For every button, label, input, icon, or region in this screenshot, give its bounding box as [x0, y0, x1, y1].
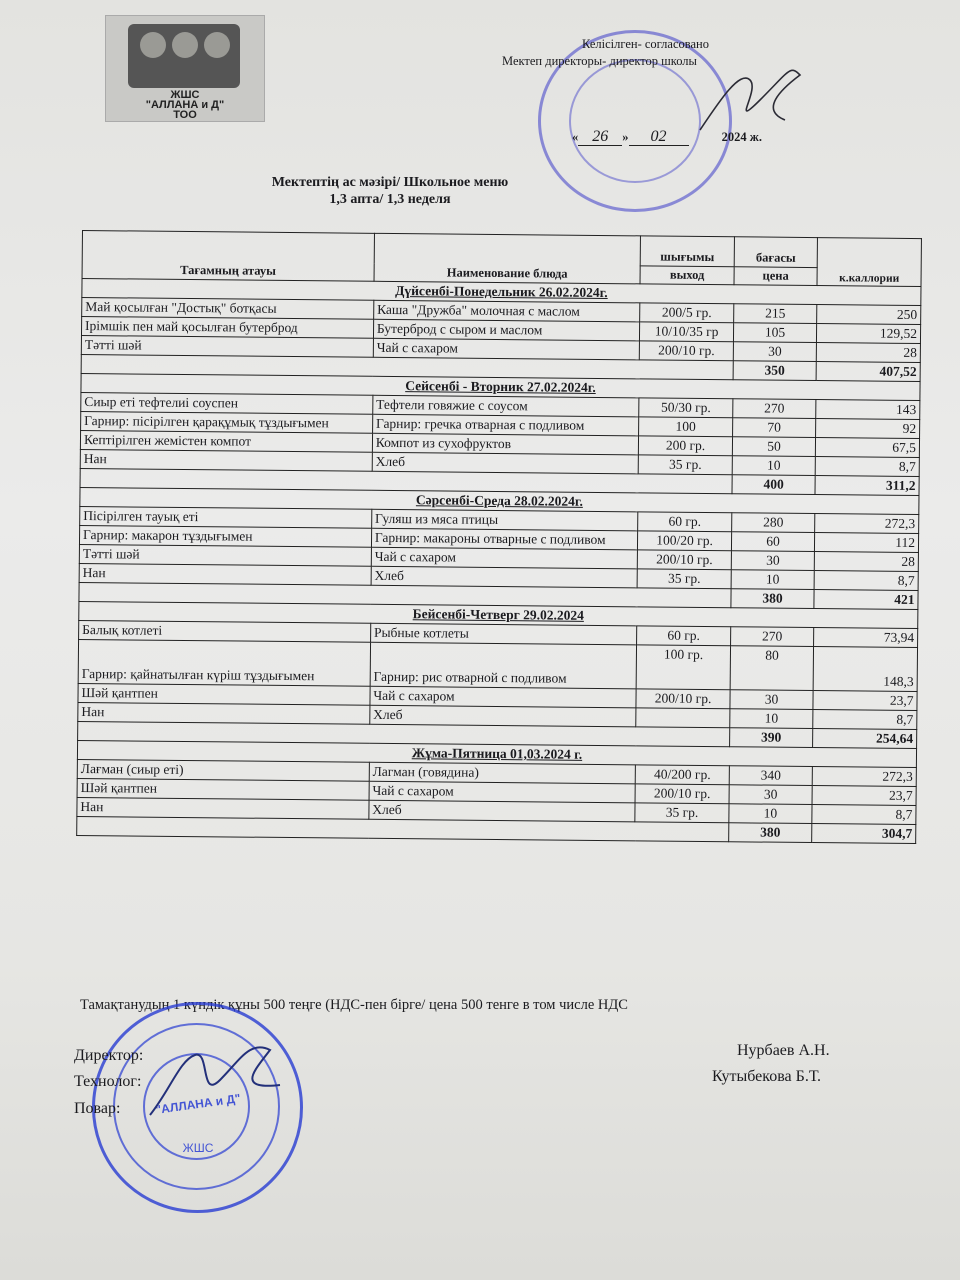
day-total-price: 390: [729, 728, 813, 748]
dish-output: 100 гр.: [636, 645, 730, 690]
dish-ru: Хлеб: [369, 800, 636, 822]
dish-ru: Чай с сахаром: [369, 781, 636, 803]
menu-week: 1,3 апта/ 1,3 неделя: [329, 192, 451, 207]
dish-price: 50: [732, 437, 816, 457]
dish-kz: Сиыр еті тефтелиі соуспен: [81, 392, 373, 414]
dish-kcal: 67,5: [816, 438, 920, 458]
dish-output: 200/10 гр.: [636, 689, 730, 709]
dish-kz: Тәтті шәй: [79, 544, 371, 566]
header-name-ru: Наименование блюда: [374, 233, 641, 284]
dish-price: 10: [732, 456, 816, 476]
dish-output: 100: [639, 417, 733, 437]
dish-kz: Гарнир: қайнатылған күріш тұздығымен: [78, 639, 370, 686]
dish-kcal: 272,3: [815, 514, 919, 534]
dish-price: 70: [732, 418, 816, 438]
header-output-kz: шығымы: [640, 236, 734, 267]
stamp-bottom-text: ЖШС: [182, 1141, 214, 1155]
technologist-name: Кутыбекова Б.Т.: [712, 1068, 822, 1085]
header-price-ru: цена: [734, 267, 818, 286]
dish-output: 200/10 гр.: [640, 341, 734, 361]
dish-ru: Каша "Дружба" молочная с маслом: [374, 300, 641, 322]
dish-price: 30: [730, 690, 814, 710]
dish-ru: Тефтели говяжие с соусом: [373, 395, 640, 417]
day-total-kcal: 304,7: [812, 824, 916, 844]
header-output-ru: выход: [640, 266, 734, 285]
dish-price: 30: [733, 342, 817, 362]
dish-kcal: 23,7: [812, 786, 916, 806]
date-month: 02: [629, 128, 689, 146]
company-logo: [105, 15, 265, 122]
signature-icon: [140, 1030, 290, 1130]
logo-line2: "АЛЛАНА и Д": [145, 99, 225, 111]
dish-price: 340: [729, 766, 813, 786]
approval-line1: Келісілген- согласовано: [582, 37, 709, 51]
dish-price: 270: [733, 399, 817, 419]
dish-output: 35 гр.: [637, 569, 731, 589]
dish-output: 60 гр.: [637, 626, 731, 646]
dish-kz: Пісірілген тауық еті: [80, 506, 372, 528]
dish-output: 35 гр.: [638, 455, 732, 475]
dish-output: 40/200 гр.: [636, 765, 730, 785]
day-title: Жұма-Пятница 01,03.2024 г.: [77, 740, 916, 767]
dish-ru: Хлеб: [370, 705, 637, 727]
dish-kcal: 112: [815, 533, 919, 553]
dish-kz: Шәй қантпен: [77, 778, 369, 800]
header-kcal: к.каллории: [817, 238, 921, 287]
dish-kcal: 8,7: [812, 805, 916, 825]
dish-kcal: 28: [817, 343, 921, 363]
dish-kcal: 8,7: [813, 710, 917, 730]
logo-line1: ЖШС: [170, 89, 200, 101]
date-year: 2024 ж.: [721, 130, 762, 144]
day-total-price: 350: [733, 361, 817, 381]
dish-kcal: 28: [814, 552, 918, 572]
dish-ru: Чай с сахаром: [371, 547, 638, 569]
dish-kcal: 143: [816, 400, 920, 420]
dish-ru: Гарнир: макароны отварные с подливом: [371, 528, 638, 550]
dish-ru: Гарнир: гречка отварная с подливом: [372, 414, 639, 436]
dish-output: 200/10 гр.: [638, 550, 732, 570]
day-total-price: 400: [732, 475, 816, 495]
dish-ru: Рыбные котлеты: [370, 623, 637, 645]
dish-kz: Шәй қантпен: [78, 683, 370, 705]
dish-ru: Хлеб: [371, 566, 638, 588]
day-total-kcal: 254,64: [813, 729, 917, 749]
dish-kz: Ірімшік пен май қосылған бутерброд: [81, 317, 373, 339]
price-note: Тамақтанудың 1 күндік құны 500 теңге (НДС-пен бірге/ цена 500 тенге в том числе НДС: [80, 997, 628, 1013]
date-day: 26: [578, 128, 622, 146]
day-total-kcal: 311,2: [815, 476, 919, 496]
dish-kcal: 92: [816, 419, 920, 439]
dish-kz: Май қосылған "Достық" ботқасы: [82, 298, 374, 320]
dish-price: 280: [731, 513, 815, 533]
dish-ru: Гуляш из мяса птицы: [372, 509, 639, 531]
dish-price: 270: [730, 627, 814, 647]
dish-kz: Тәтті шәй: [81, 335, 373, 357]
dish-kcal: 8,7: [815, 457, 919, 477]
dish-output: 35 гр.: [635, 803, 729, 823]
dish-ru: Гарнир: рис отварной с подливом: [370, 642, 637, 689]
dish-output: 100/20 гр.: [638, 531, 732, 551]
dish-ru: Хлеб: [372, 452, 639, 474]
day-total-kcal: 421: [814, 590, 918, 610]
day-title: Дүйсенбі-Понедельник 26.02.2024г.: [82, 279, 921, 306]
menu-title: Мектептің ас мәзірі/ Школьное меню: [271, 175, 509, 190]
header-name-kz: Тағамның атауы: [82, 231, 374, 282]
date-close-quote: »: [622, 130, 629, 144]
dish-kcal: 73,94: [814, 628, 918, 648]
dish-kcal: 8,7: [814, 571, 918, 591]
dish-price: 30: [731, 551, 815, 571]
dish-output: [636, 708, 730, 728]
dish-kz: Нан: [77, 797, 369, 819]
logo-line3: ТОО: [173, 109, 197, 121]
cook-label: Повар:: [74, 1100, 121, 1117]
dish-price: 60: [731, 532, 815, 552]
director-signature-icon: [690, 60, 810, 150]
dish-kz: Балық котлеті: [79, 620, 371, 642]
dish-kz: Лағман (сиыр еті): [77, 759, 369, 781]
dish-kz: Гарнир: макарон тұздығымен: [79, 525, 371, 547]
dish-ru: Лагман (говядина): [369, 762, 636, 784]
dish-ru: Чай с сахаром: [370, 686, 637, 708]
dish-kz: Нан: [79, 563, 371, 585]
dish-ru: Компот из сухофруктов: [372, 433, 639, 455]
stamp-center-text: "АЛЛАНА и Д": [154, 1091, 242, 1117]
dish-kz: Нан: [78, 702, 370, 724]
dish-output: 200/10 гр.: [635, 784, 729, 804]
day-total-price: 380: [731, 589, 815, 609]
dish-price: 105: [733, 323, 817, 343]
day-title: Бейсенбі-Четверг 29.02.2024: [79, 601, 918, 628]
dish-output: 200 гр.: [639, 436, 733, 456]
day-title: Сәрсенбі-Среда 28.02.2024г.: [80, 487, 919, 514]
dish-ru: Чай с сахаром: [373, 338, 640, 360]
dish-price: 215: [733, 304, 817, 324]
dish-kz: Гарнир: пісірілген қарақұмық тұздығымен: [81, 411, 373, 433]
date-open-quote: «: [572, 130, 579, 144]
dish-output: 10/10/35 гр: [640, 322, 734, 342]
approval-line2: Мектеп директоры- директор школы: [502, 54, 697, 68]
dish-output: 60 гр.: [638, 512, 732, 532]
dish-price: 30: [729, 785, 813, 805]
dish-output: 200/5 гр.: [640, 303, 734, 323]
dish-price: 80: [730, 646, 814, 691]
dish-price: 10: [731, 570, 815, 590]
dish-kcal: 23,7: [813, 691, 917, 711]
day-total-kcal: 407,52: [816, 362, 920, 382]
dish-kz: Нан: [80, 449, 372, 471]
dish-kz: Кептірілген жемістен компот: [80, 430, 372, 452]
dish-kcal: 250: [817, 305, 921, 325]
dish-price: 10: [729, 804, 813, 824]
dish-output: 50/30 гр.: [639, 398, 733, 418]
day-total-price: 380: [729, 823, 813, 843]
dish-ru: Бутерброд с сыром и маслом: [373, 319, 640, 341]
menu-table: [76, 230, 922, 844]
chefs-logo-icon: [128, 24, 240, 88]
dish-kcal: 148,3: [813, 647, 917, 692]
dish-kcal: 129,52: [817, 324, 921, 344]
day-title: Сейсенбі - Вторник 27.02.2024г.: [81, 373, 920, 400]
director-name: Нурбаев А.Н.: [737, 1042, 830, 1059]
dish-price: 10: [730, 709, 814, 729]
header-price-kz: бағасы: [734, 237, 818, 268]
technologist-label: Технолог:: [74, 1073, 142, 1090]
dish-kcal: 272,3: [812, 767, 916, 787]
director-label: Директор:: [74, 1047, 144, 1064]
